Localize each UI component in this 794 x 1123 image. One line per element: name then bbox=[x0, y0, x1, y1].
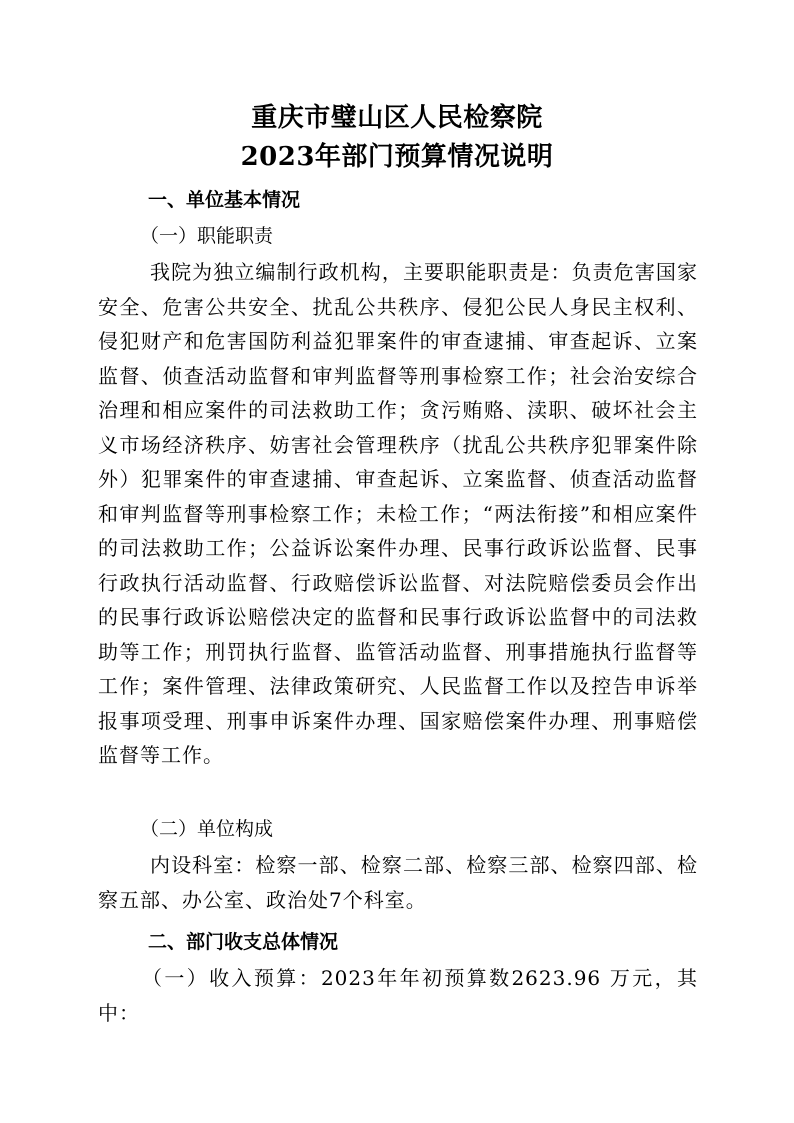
section1-sub2-heading: （二）单位构成 bbox=[140, 818, 274, 840]
document-title-line1: 重庆市璧山区人民检察院 bbox=[251, 103, 543, 133]
structure-paragraph: 内设科室：检察一部、检察二部、检察三部、检察四部、检察五部、办公室、政治处7个科室。 bbox=[98, 853, 698, 912]
duties-paragraph: 我院为独立编制行政机构，主要职能职责是：负责危害国家安全、危害公共安全、扰乱公共秩序、侵犯公民人身民主权利、侵犯财产和危害国防利益犯罪案件的审查逮捕、审查起诉、立案监督、侦查活动监督和审判监督等刑事检察工作；社会治安综合治理和相应案件的司法救助工作；贪污贿赂、渎职、破坏社会主义市场经济秩序、妨害社会管理秩序（扰乱公共秩序犯罪案件除外）犯罪案件的审查逮捕、审查起诉、立案监督、侦查活动监督和审判监督等刑事检察工作；未检工作；“两法衔接”和相应案件的司法救助工作；公益诉讼案件办理、民事行政诉讼监督、民事行政执行活动监督、行政赔偿诉讼监督、对法院赔偿委员会作出的民事行政诉讼赔偿决定的监督和民事行政诉讼监督中的司法救助等工作；刑罚执行监督、监管活动监督、刑事措施执行监督等工作；案件管理、法律政策研究、人民监督工作以及控告申诉举报事项受理、刑事申诉案件办理、国家赔偿案件办理、刑事赔偿监督等工作。 bbox=[98, 260, 698, 767]
document-title-line2: 2023年部门预算情况说明 bbox=[240, 142, 554, 172]
section1-heading: 一、单位基本情况 bbox=[148, 189, 301, 211]
section1-sub1-heading: （一）职能职责 bbox=[140, 225, 274, 247]
section2-heading: 二、部门收支总体情况 bbox=[148, 931, 339, 953]
income-budget-paragraph: （一）收入预算：2023年年初预算数2623.96 万元，其中： bbox=[98, 966, 698, 1025]
